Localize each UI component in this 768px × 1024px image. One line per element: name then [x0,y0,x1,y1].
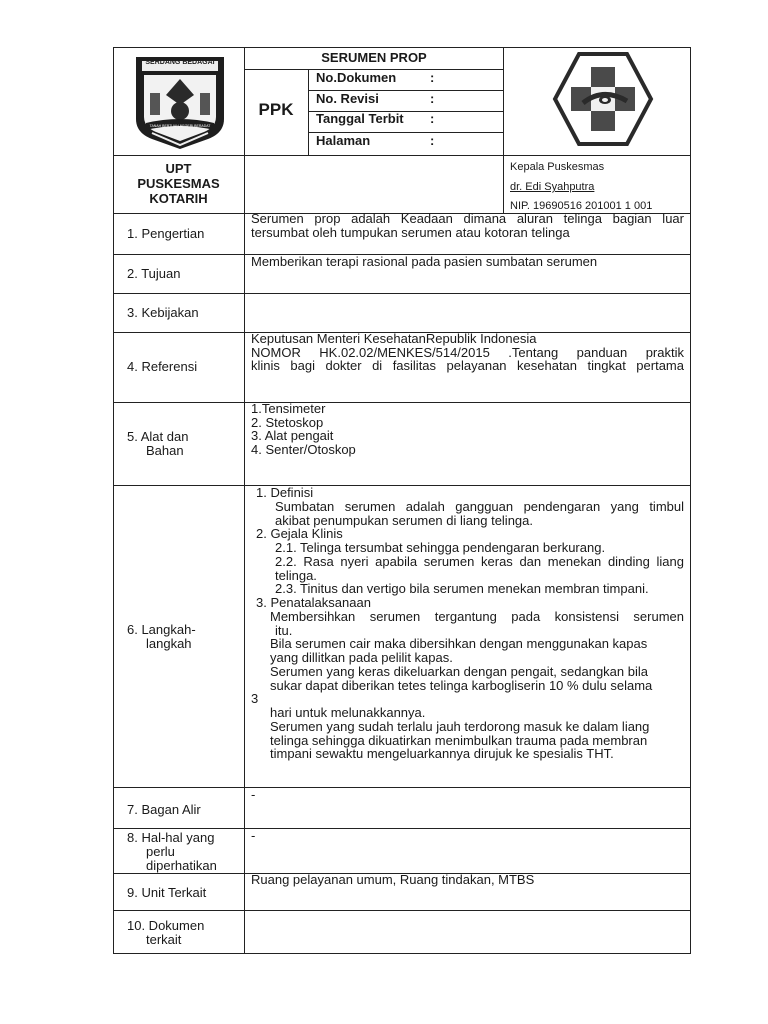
field-colon: : [430,70,435,85]
org-line-puskesmas: PUSKESMAS [137,176,220,191]
field-tanggal-terbit-label: Tanggal Terbit [316,111,404,126]
content-line: Ruang pelayanan umum, Ruang tindakan, MTBS [251,872,535,887]
field-colon: : [430,91,435,106]
section-label-pengertian: 1. Pengertian [127,226,205,241]
field-no-revisi-label: No. Revisi [316,91,379,106]
section-label-referensi: 4. Referensi [127,359,198,374]
crest-banner-text: SERDANG BEDAGAI [145,59,215,66]
label-line: 6. Langkah- [127,622,196,637]
label-line: 8. Hal-hal yang [127,830,215,845]
content-line: 3. Penatalaksanaan [256,595,371,610]
signatory-name: dr. Edi Syahputra [510,181,595,193]
content-line: Serumen yang sudah terlalu jauh terdorong masuk ke dalam liang [270,718,650,734]
content-line: telinga. [275,567,317,583]
signatory-nip: NIP. 19690516 201001 1 001 [510,200,653,212]
field-halaman-label: Halaman [316,133,371,148]
content-line: tersumbat oleh tumpukan serumen atau kotoran telinga [251,224,570,240]
document-title: SERUMEN PROP [321,50,427,65]
header-divider-right [503,47,504,213]
content-line: sukar dapat diberikan tetes telinga karbogliserin 10 % dulu selama [270,677,653,693]
content-line: Sumbatan serumen adalah gangguan pendengaran yang timbul [275,498,684,514]
header-bottom-line [113,155,691,156]
section-label-alat [127,430,188,458]
content-line: 2.2. Rasa nyeri apabila serumen keras dan menekan dinding liang [275,553,684,569]
content-line: timpani sewaktu mengeluarkannya dirujuk ke spesialis THT. [270,746,614,762]
label-line: 10. Dokumen [127,918,205,933]
header-divider-ppk [308,69,309,155]
content-line: telinga sehingga dikuatirkan menimbulkan trauma pada membran [270,732,648,748]
column-divider [244,47,245,954]
content-line: Serumen yang keras dikeluarkan dengan pengait, sedangkan bila [270,663,648,679]
section-content-langkah [251,486,684,761]
section-content-alat [251,402,684,457]
list-item: 4. Senter/Otoskop [251,442,356,458]
section-content-referensi [251,332,684,373]
content-line: NOMOR HK.02.02/MENKES/514/2015 .Tentang panduan praktik [251,344,684,360]
content-line: 2.3. Tinitus dan vertigo bila serumen menekan membran timpani. [275,581,649,597]
section-label-dokumen-terkait [127,919,204,947]
content-line: klinis bagi dokter di fasilitas pelayanan kesehatan tingkat pertama [251,358,684,374]
content-line: itu. [275,622,293,638]
content-line: - [251,787,256,802]
org-line-kotarih: KOTARIH [149,191,208,206]
org-line-upt: UPT [165,161,192,176]
section-label-tujuan: 2. Tujuan [127,266,181,281]
signatory-title: Kepala Puskesmas [510,161,605,173]
list-item: 3. Alat pengait [251,428,334,444]
section-content-tujuan [251,255,684,269]
list-item: 1.Tensimeter [251,401,326,416]
ppk-label: PPK [258,100,294,119]
serdang-bedagai-crest-logo [130,53,230,150]
content-line: yang dillitkan pada pelilit kapas. [270,650,453,665]
field-no-dokumen-label: No.Dokumen [316,70,397,85]
section-content-unit-terkait [251,873,684,887]
label-line: Bahan [146,443,184,458]
content-line: Keputusan Menteri KesehatanRepublik Indonesia [251,331,537,346]
crest-motto: TANAH BERTUAH NEGERI BERADAT [149,124,211,128]
row-divider [113,293,691,294]
label-line: langkah [146,636,192,651]
label-line: diperhatikan [146,858,217,873]
content-line: Serumen prop adalah Keadaan dimana aluran telinga bagian luar [251,211,684,226]
section-content-hal-hal [251,829,684,843]
content-line: Bila serumen cair maka dibersihkan dengan menggunakan kapas [270,636,648,652]
row-divider [113,910,691,911]
content-line: hari untuk melunakkannya. [270,705,426,720]
section-label-kebijakan: 3. Kebijakan [127,305,199,320]
section-label-hal-hal [127,831,217,873]
content-line: Memberikan terapi rasional pada pasien sumbatan serumen [251,254,598,269]
content-line: 2. Gejala Klinis [256,526,343,542]
puskesmas-logo [551,51,655,147]
section-content-pengertian [251,212,684,239]
list-item: 2. Stetoskop [251,414,324,430]
label-line: 5. Alat dan [127,429,189,444]
content-line: 1. Definisi [256,485,314,500]
section-content-bagan-alir [251,788,684,802]
section-label-unit-terkait: 9. Unit Terkait [127,885,207,900]
table-border-top [113,47,691,48]
content-line: 3 [251,691,259,707]
label-line: perlu [146,844,175,859]
section-label-bagan-alir: 7. Bagan Alir [127,802,201,817]
content-line: - [251,828,256,843]
content-line: 2.1. Telinga tersumbat sehingga pendengaran berkurang. [275,540,606,555]
content-line: Membersihkan serumen tergantung pada konsistensi serumen [270,608,684,624]
table-border-bottom [113,953,691,954]
section-label-langkah [127,623,196,651]
table-border-right [690,47,691,954]
content-line: akibat penumpukan serumen di liang telinga. [275,512,534,528]
field-colon: : [430,111,435,126]
field-colon: : [430,133,435,148]
label-line: terkait [146,932,182,947]
